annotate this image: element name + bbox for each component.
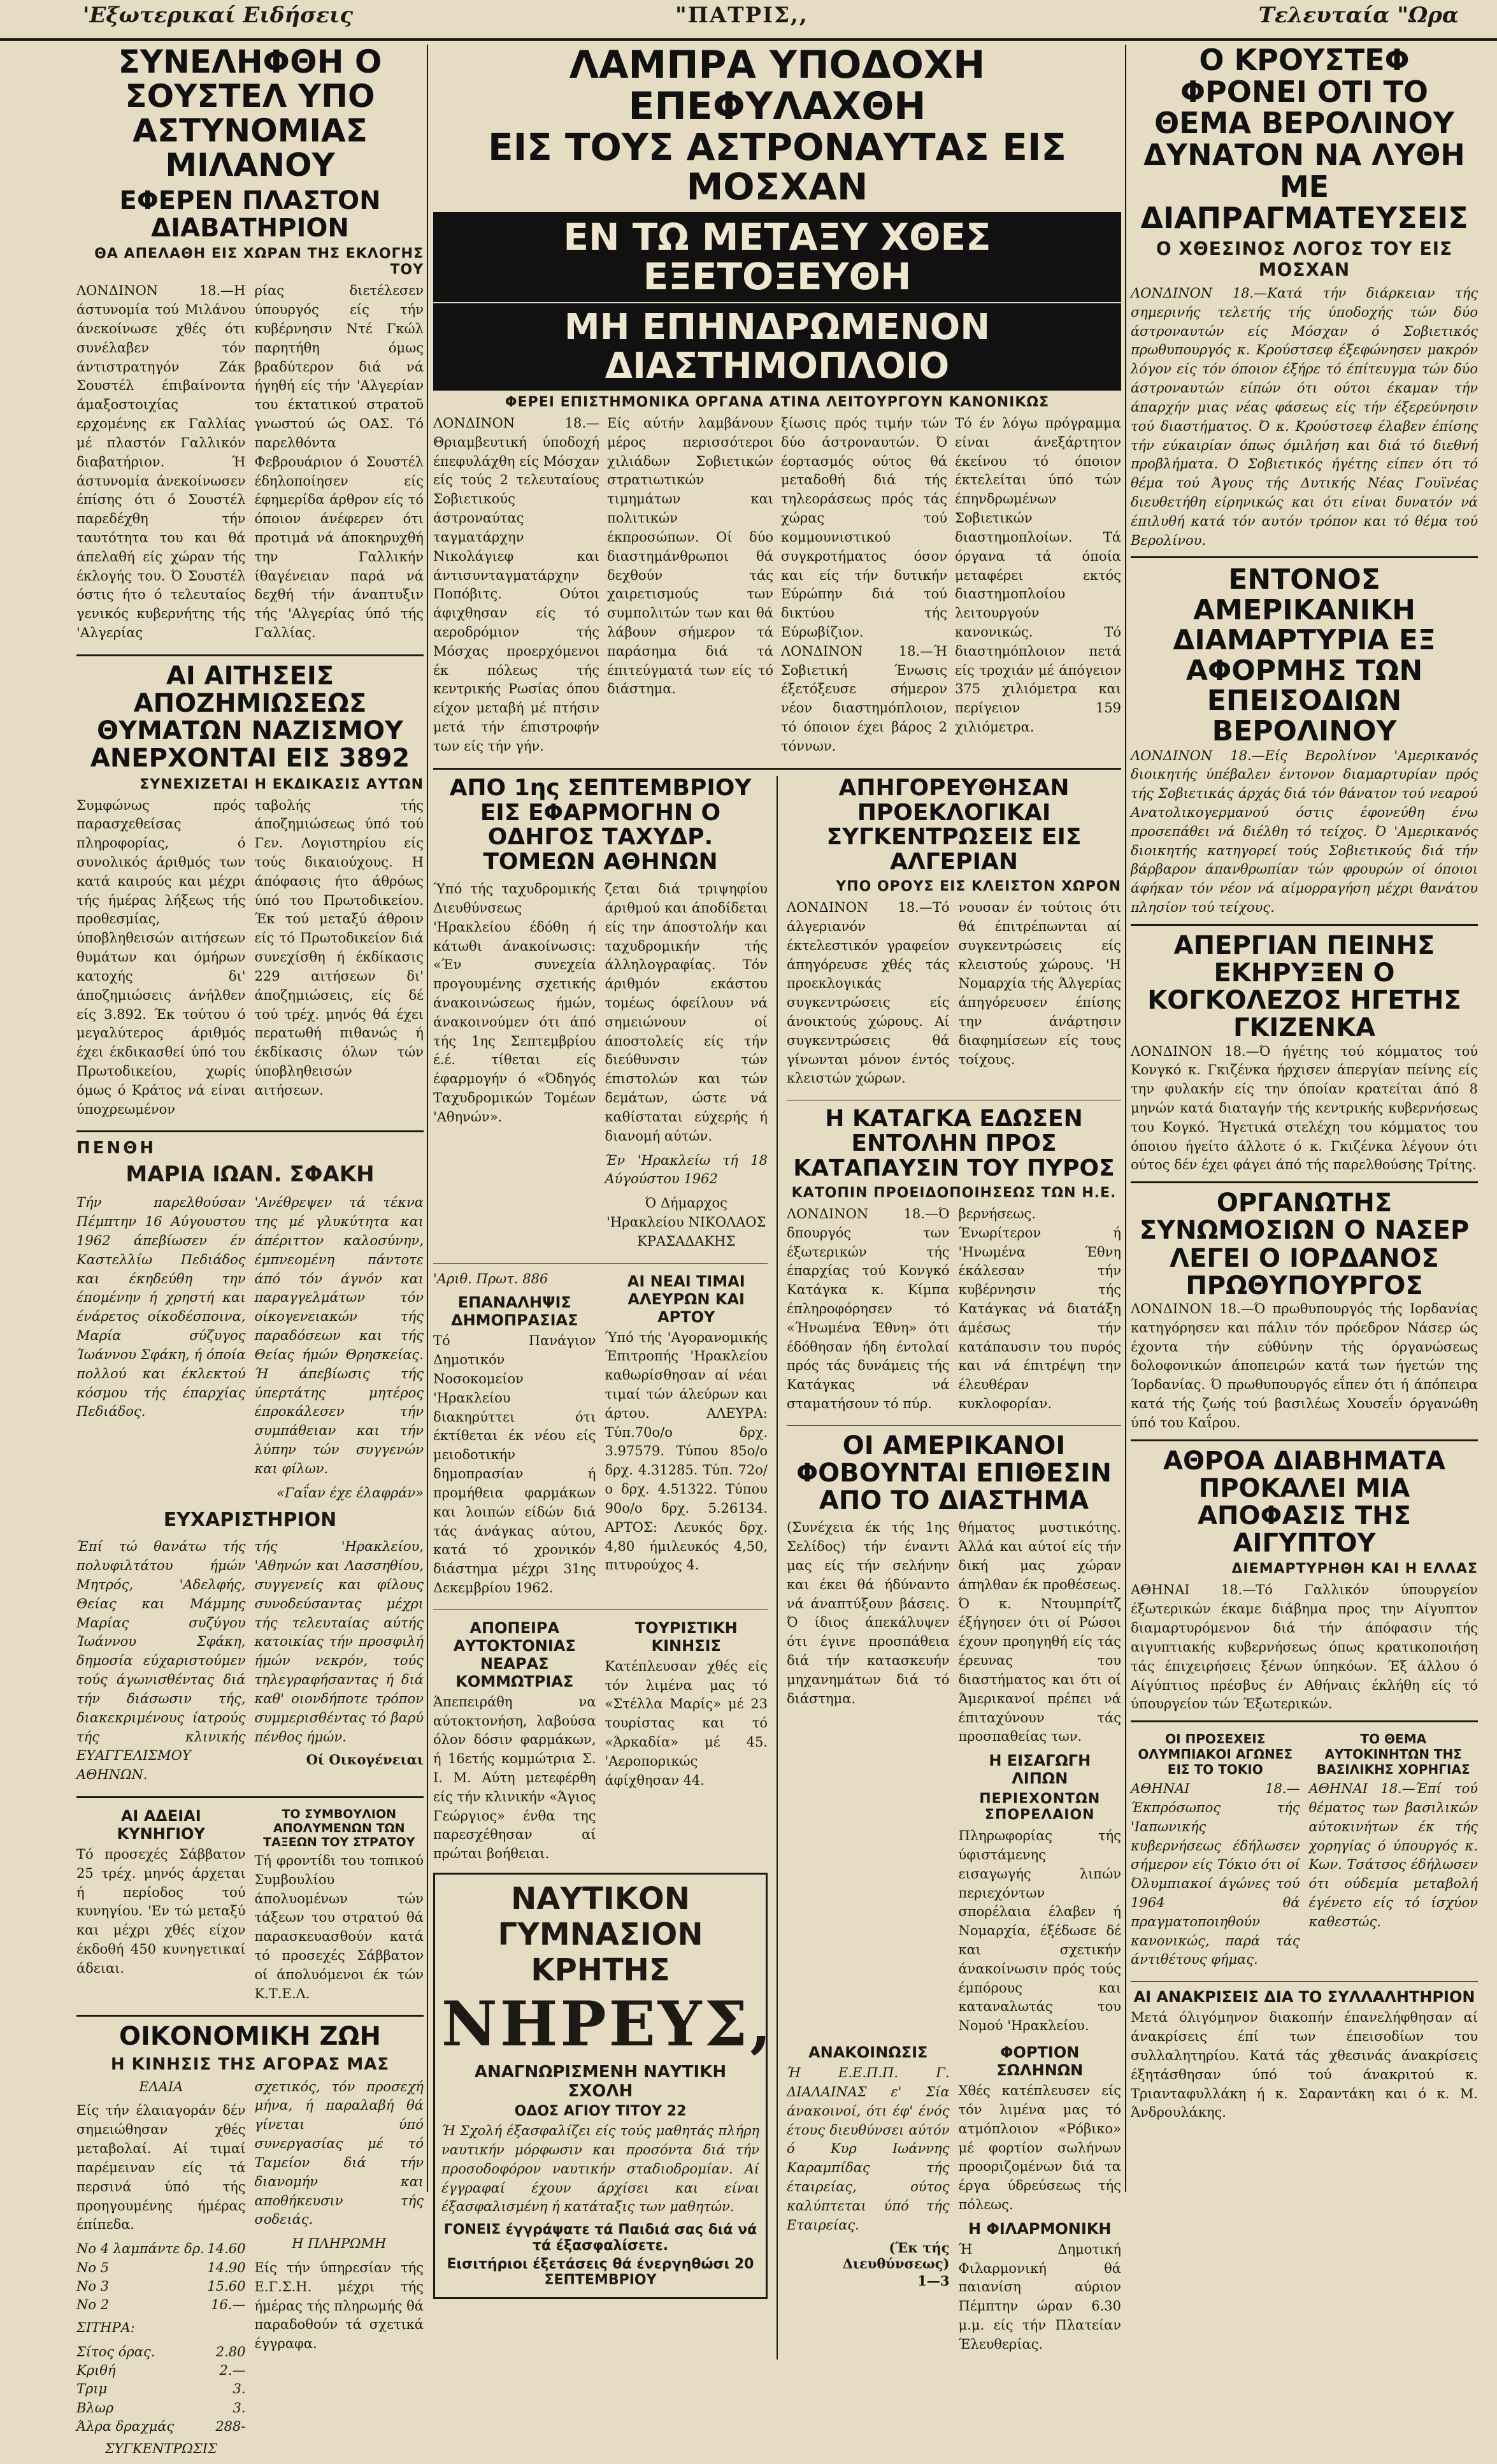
market-row xyxy=(76,2240,246,2258)
divider xyxy=(1131,1720,1478,1722)
article-text: (Συνέχεια έκ τής 1ης Σελίδος) τήν έναντι μας είς τήν σελήνην και έκει θά ήδύναντο νά άναπτύξουν βάσεις. Ό ίδιος άπεκάλυψεν ότι έγινε προσπάθεια διά τήν κατασκευήν μηχανημάτων διά τό διάστημα. xyxy=(787,1520,950,1706)
lead-subhead: ΦΕΡΕΙ ΕΠΙΣΤΗΜΟΝΙΚΑ ΟΡΓΑΝΑ ΑΤΙΝΑ ΛΕΙΤΟΥΡΓΟΥΝ ΚΑΝΟΝΙΚΩΣ xyxy=(505,394,1050,411)
brief-row xyxy=(787,2041,1121,2360)
market-row xyxy=(76,2417,246,2436)
brief-row xyxy=(76,1805,424,2009)
article-subhead: ΚΑΤΟΠΙΝ ΠΡΟΕΙΔΟΠΟΙΗΣΕΩΣ ΤΩΝ Η.Ε. xyxy=(791,1185,1117,1201)
article-body xyxy=(787,898,1121,1093)
article-headline: ΟΙ ΑΜΕΡΙΚΑΝΟΙ ΦΟΒΟΥΝΤΑΙ ΕΠΙΘΕΣΙΝ ΑΠΟ ΤΟ ΔΙΑΣΤΗΜΑ xyxy=(796,1430,1112,1516)
advert-footer: ΓΟΝΕΙΣ έγγράψατε τά Παιδιά σας διά νά τά έξασφαλίσετε. xyxy=(443,2222,757,2254)
article-text: βερνήσεως. Ένωρίτερον ή 'Ηνωμένα Έθνη έκάλεσαν τήν κυβέρνησιν τής Κατάγκας νά διατάξη άμέσως τήν κατάπαυσιν του πυρός και νά έπιτρέψη την έλευθέραν κυκλοφορίαν. xyxy=(958,1206,1121,1412)
brief-text: Χθές κατέπλευσεν είς τόν λιμένα μας τό ατμόπλοιον «Ρόβικο» μέ φορτίον σωλήνων προοριζομένων διά τα έργα ύδρεύσεως τής πόλεως. xyxy=(958,2083,1121,2212)
market-row xyxy=(76,2277,246,2296)
article-text: ΑΘΗΝΑΙ 18.—Τό Γαλλικόν ύπουργείον έξωτερικών έκαμε διάβημα προς την Αίγυπτον διαμαρτυρόμενον διά τήν άπόφασιν τής αιγυπτιακής κυβερνήσεως όπως κρατικοποιήση τάς έπιχειρήσεις ξένων ύπηκόων. Έξ άλλου ό Αίγύπτιος πρέσβυς έν Αθήναις έκλήθη είς τό ύπουργείον τών Έξωτερικών. xyxy=(1131,1582,1478,1712)
market-row xyxy=(76,2343,246,2361)
lead-text: Είς αύτήν λαμβάνουν μέρος περισσότεροι χιλιάδων Σοβιετικών στρατιωτικών τιμημάτων και πολιτικών έκπροσώπων. Οί δύο διαστημάνθρωποι θά δεχθούν τάς χαιρετισμούς των συμπολιτών των και θά λάβουν σήμερον τά παράσημα διά τά έπιτεύγματά των είς τό διάστημα. xyxy=(607,415,773,697)
article-text: ΛΟΝΔΙΝΟΝ 18.—Ό ήγέτης τού κόμματος τού Κονγκό κ. Γκιζένκα ήρχισεν άπεργίαν πείνης είς την φυλακήν είς την όποίαν κρατείται άπό 8 μηνών κατά διαταγήν τής κεντρικής κυβερνήσεως του Κογκό. Ήγετικά στελέχη του κόμματος του όποιου ήγείτο άλλοτε ό κ. Γκιζένκα λέγουν ότι ούτος δέν έχει φάγει άπό τής παρελθούσης Τρίτης. xyxy=(1131,1043,1478,1173)
brief-headline: Η ΦΙΛΑΡΜΟΝΙΚΗ xyxy=(968,2219,1112,2238)
thanks-body xyxy=(76,1538,424,1790)
article-body xyxy=(76,796,424,1125)
brief-text: Μετά όλιγόμηνον διακοπήν έπανελήφθησαν αί άνακρίσεις έπί των έπεισοδίων του συλλαλητηρίου. Κατά τάς χθεσινάς άνακρίσεις έξητάσθησαν ύπό τού άνακριτού κ. Τριανταφυλλάκη ή κ. Σαραντάκη και ό κ. Μ. Άνδρουλάκης. xyxy=(1131,2010,1478,2121)
article-body xyxy=(787,1205,1121,1419)
market-value: 14.60 xyxy=(207,2241,246,2257)
brief-text: Πληρωφορίας τής ύφιστάμενης εισαγωγής λιπών περιεχόντων σπορέλαια έλαβεν ή Νομαρχία, έξέδωσε δέ και σχετικήν άνακοίνωσιν πρός τούς έμπόρους και καταναλωτάς του Νομού 'Ηρακλείου. xyxy=(958,1828,1121,2034)
brief-text: Τό Πανάγιον Δημοτικόν Νοσοκομείον 'Ηρακλείου διακηρύττει ότι έκτίθεται έκ νέου είς μειοδοτικήν δημοπρασίαν ή προμήθεια φαρμάκων και λοιπών είδών διά τάς άνάγκας αύτου, κατά τό χρονικόν διάστημα μέχρι 31ης Δεκεμβρίου 1962. xyxy=(433,1333,596,1596)
market-label: Βλωρ xyxy=(76,2400,114,2416)
lead-headline: ΛΑΜΠΡΑ ΥΠΟΔΟΧΗ ΕΠΕΦΥΛΑΧΘΗ xyxy=(569,43,985,129)
notice-label: 'Αριθ. Πρωτ. 886 xyxy=(433,1271,548,1286)
masthead-section-right: Τελευταία "Ωρα xyxy=(1258,3,1459,28)
advert-text: Ή Σχολή έξασφαλίζει είς τούς μαθητάς πλήρη ναυτικήν μόρφωσιν και προσόντα διά τήν προσοδοφόρον ναυτικήν σταδιοδρομίαν. Αί έγγραφαί έχουν άρχίσει και είναι έξασφαλισμένη ή κατάταξις των μαθητών. xyxy=(441,2123,759,2215)
article-text: ΛΟΝΔΙΝΟΝ 18.—Ό πρωθυπουργός τής Ιορδανίας κατηγόρησεν και πάλιν τόν πρόεδρον Νάσερ ώς έχοντα τήν εύθύνην τής όργανώσεως δολοφονικών άποπειρών κατά των ήγετών της Ίορδανίας. Ό πρωθυπουργός εΐπεν ότι ή άπόπειρα κατά τής ζωής τού βασιλέως Χουσεΐν όργανώθη ύπό του Καΐρου. xyxy=(1131,1301,1478,1430)
obituary-name: ΜΑΡΙΑ ΙΩΑΝ. ΣΦΑΚΗ xyxy=(125,1162,375,1188)
market-label: Νο 2 xyxy=(76,2297,110,2313)
center-lower xyxy=(433,776,1121,2360)
article-body xyxy=(787,1518,1121,2041)
divider xyxy=(1131,1981,1478,1982)
article-headline-secondary: ΕΦΕΡΕΝ ΠΛΑΣΤΟΝ ΔΙΑΒΑΤΗΡΙΟΝ xyxy=(119,186,381,243)
brief-headline: ΑΝΑΚΟΙΝΩΣΙΣ xyxy=(808,2043,928,2062)
divider xyxy=(76,1130,424,1132)
article-text: ΛΟΝΔΙΝΟΝ 18.—Κατά τήν διάρκειαν τής σημερινής τελετής τής ύποδοχής τών δύο άστροναυτών είς Μόσχαν ό Σοβιετικός πρωθυπουργός κ. Κρούστσεφ έξεφώνησεν μακρόν λόγον είς τόν όποιον έξήρε τό έπίτευγμα τών δύο άστροναυτών είπών ότι ούτοι έκαμαν τήν άπαρχήν μιας νέας φάσεως είς τήν έξερεύνησιν τού διαστήματος. Ό κ. Κρούστσεφ έλαβεν έπίσης τήν εύκαιρίαν όπως όμιλήση και διά τό διεθνή προβλήματα. Ό Σοβιετικός ήγέτης είπεν ότι τό θέμα τού Άγους τής Δυτικής Νέας Γουϊνέας διευθετήθη είρηνικώς και ότι είναι δυνατόν νά έπιλυθή κατά τόν αυτόν τρόπον και τό θέμα τού Βερολίνου. xyxy=(1131,285,1478,548)
article-headline: ΟΡΓΑΝΩΤΗΣ ΣΥΝΩΜΟΣΙΩΝ Ο ΝΑΣΕΡ ΛΕΓΕΙ Ο ΙΟΡΔΑΝΟΣ ΠΡΩΘΥΠΟΥΡΓΟΣ xyxy=(1139,1188,1470,1300)
article-subhead: ΣΥΝΕΧΙΖΕΤΑΙ Η ΕΚΔΙΚΑΣΙΣ ΑΥΤΩΝ xyxy=(140,776,424,793)
section-headline: ΟΙΚΟΝΟΜΙΚΗ ΖΩΗ xyxy=(119,2022,381,2052)
lead-headline-inverse: ΜΗ ΕΠΗΝΔΡΩΜΕΝΟΝ ΔΙΑΣΤΗΜΟΠΛΟΙΟ xyxy=(433,302,1121,391)
brief-text: Τό προσεχές Σάββατον 25 τρέχ. μηνός άρχεται ή περίοδος τού κυνηγίου. 'Εν τώ μεταξύ και μέχρι χθές είχον έκδοθή 450 κυνηγετικαί άδειαι. xyxy=(76,1846,246,1976)
market-label: Νο 4 λαμπάντε δρ. xyxy=(76,2241,204,2257)
article-headline: ΕΝΤΟΝΟΣ ΑΜΕΡΙΚΑΝΙΚΗ ΔΙΑΜΑΡΤΥΡΙΑ ΕΞ ΑΦΟΡΜΗΣ ΤΩΝ ΕΠΕΙΣΟΔΙΩΝ ΒΕΡΟΛΙΝΟΥ xyxy=(1173,563,1436,747)
article-text: Συμφώνως πρός παρασχεθείσας πληροφορίας, ό συνολικός άριθμός των κατά καιρούς και μέχρι τής ήμέρας λήξεως τής προθεσμίας, ύποβληθεισών αιτήσεων θυμάτων και όμήρων κατοχής δι' άποζημιώσεις άνήλθεν είς 3.892. Έκ τούτου ό μεγαλύτερος άριθμός έχει έκδικασθεί ύπό του Πρωτοδικείου, χωρίς όμως ό Κράτος νά είναι ύποχρεωμένον xyxy=(76,797,246,1117)
obituary-closing: «Γαΐαν έχε έλαφράν» xyxy=(276,1485,424,1501)
divider xyxy=(1131,556,1478,558)
market-row xyxy=(76,2259,246,2277)
article-text: ΛΟΝΔΙΝΟΝ 18.—Η άστυνομία τού Μιλάνου άνεκοίνωσε χθές ότι συνέλαβεν τόν άντιστρατηγόν Ζάκ Σουστέλ έπιβαίνοντα άμαξοστοιχίας ερχομένης εκ Γαλλίας μέ πλαστόν Γαλλικόν διαβατήριον. Ή άστυνομία άνεκοίνωσεν έπίσης ότι ό Σουστέλ παρεδέχθη τήν ταυτότητα του και θά άπελαθή είς χώραν τής έκλογής του. Ό Σουστέλ όστις ήτο ό τελευταίος γενικός κυβερνήτης τής 'Αλγερίας xyxy=(76,283,246,640)
column-rule xyxy=(777,776,778,2360)
brief-headline: ΕΠΑΝΑΛΗΨΙΣ ΔΗΜΟΠΡΑΣΙΑΣ xyxy=(451,1293,578,1330)
market-row xyxy=(76,2380,246,2398)
brief-headline: ΑΠΟΠΕΙΡΑ ΑΥΤΟΚΤΟΝΙΑΣ ΝΕΑΡΑΣ ΚΟΜΜΩΤΡΙΑΣ xyxy=(453,1618,576,1690)
market-section: ΣΙΤΗΡΑ: xyxy=(76,2319,135,2335)
obituary-kicker: ΠΕΝΘΗ xyxy=(76,1139,157,1158)
divider xyxy=(76,1796,424,1798)
market-value: 14.90 xyxy=(207,2259,246,2275)
market-text: σχετικός, τόν προσεχή μήνα, ή παραλαβή θά γίνεται ύπό συνεργασίας μέ τό Ταμείον διά τήν διανομήν και αποθήκευσιν τής σοδειάς. xyxy=(254,2079,424,2228)
brief-text: Άπεπειράθη να αύτοκτονήση, λαβούσα όλον δόσιν φαρμάκων, ή 16ετής κομμώτρια Σ. Ι. Μ. Αύτη μετεφέρθη είς τήν κλινικήν «Άγιος Γεώργιος» ένθα της παρεσχέθησαν αί πρώται βοήθειαι. xyxy=(433,1694,596,1862)
divider xyxy=(787,1425,1121,1426)
article-subhead: ΔΙΕΜΑΡΤΥΡΗΘΗ ΚΑΙ Η ΕΛΛΑΣ xyxy=(1231,1561,1478,1578)
section-subhead: Η ΚΙΝΗΣΙΣ ΤΗΣ ΑΓΟΡΑΣ ΜΑΣ xyxy=(110,2054,390,2074)
article-body xyxy=(433,880,768,1256)
brief-text: Ή Ε.Ε.Π.Π. Γ. ΔΙΑΛΑΙΝΑΣ ε' Σία άνακοινοί, ότι έφ' ένός έτους διευθύνσει αύτόν ό Κυρ Ιωάννης Καραμπίδας τής έταιρείας, ούτος καλύπτεται ύπό τής Εταιρείας. xyxy=(787,2065,950,2233)
advert-headline: ΝΑΥΤΙΚΟΝ ΓΥΜΝΑΣΙΟΝ ΚΡΗΤΗΣ xyxy=(498,1881,703,1989)
market-label: Σίτος όρας. xyxy=(76,2344,155,2360)
divider xyxy=(1131,1439,1478,1441)
brief-row xyxy=(1131,1729,1478,1975)
column-rule-1 xyxy=(427,45,428,2192)
article-subhead: Ο ΧΘΕΣΙΝΟΣ ΛΟΓΟΣ ΤΟΥ ΕΙΣ ΜΟΣΧΑΝ xyxy=(1156,238,1453,281)
market-section: ΕΛΑΙΑ xyxy=(139,2079,183,2094)
brief-headline: ΑΙ ΝΕΑΙ ΤΙΜΑΙ ΑΛΕΥΡΩΝ ΚΑΙ ΑΡΤΟΥ xyxy=(627,1272,745,1326)
thanks-text: Έπί τώ θανάτω τής πολυφιλτάτου ήμών Μητρός, 'Αδελφής, Θείας και Μάμμης Μαρίας συζύγου Ίωάννου Σφάκη, δημοσία εύχαριστούμεν τούς άγωνισθέντας διά τήν διάσωσιν τής, διακεκριμένους ίατρούς τής κλινικής ΕΥΑΓΓΕΛΙΣΜΟΥ ΑΘΗΝΩΝ. xyxy=(76,1539,246,1783)
lead-text: Τό έν λόγω πρόγραμμα είναι άνεξάρτητον έκείνου τό όποιον έκτελείται ύπό τών έπηνδρωμένων Σοβιετικών διαστημοπλοίων. Τά όργανα τά όποία μεταφέρει εκτός διαστημοπλοίου λειτουργούν κανονικώς. Τό διαστημόπλοιον πετά είς τροχιάν μέ άπόγειον 375 χιλιόμετρα και περίγειον 159 χιλιόμετρα. xyxy=(955,415,1121,735)
center-column xyxy=(433,43,1121,2352)
article-text: Ύπό τής ταχυδρομικής Διευθύνσεως 'Ηρακλείου έδόθη ή κάτωθι άνακοίνωσις: «Έν συνεχεία προγουμένης σχετικής άνακοινώσεως ήμών, άνακοινούμεν ότι άπό τής 1ης Σεπτεμβρίου έ.έ. τίθεται είς έφαρμογήν ό «Όδηγός Ταχυδρομικών Τομέων 'Αθηνών». xyxy=(433,881,596,1125)
market-label: Νο 3 xyxy=(76,2278,110,2294)
market-value: 2.80 xyxy=(215,2344,246,2360)
brief-row xyxy=(433,1617,768,1869)
divider xyxy=(76,654,424,656)
brief-subhead: ΠΕΡΙΕΧΟΝΤΩΝ ΣΠΟΡΕΛΑΙΟΝ xyxy=(979,1791,1101,1824)
market-label: Νο 5 xyxy=(76,2259,110,2275)
advert-subhead: ΑΝΑΓΝΩΡΙΣΜΕΝΗ ΝΑΥΤΙΚΗ ΣΧΟΛΗ xyxy=(474,2063,727,2101)
brief-text: Κατέπλευσαν χθές είς τόν λιμένα μας τό «Στέλλα Μαρίς» μέ 23 τουρίστας και τό «Άρκαδία» μέ 45. 'Αεροπορικώς άφίχθησαν 44. xyxy=(605,1658,768,1788)
lead-body xyxy=(433,414,1121,761)
brief-text: Ύπό τής 'Αγορανομικής Έπιτροπής 'Ηρακλείου καθωρίσθησαν αί νέαι τιμαί τών άλεύρων και άρτου. ΑΛΕΥΡΑ: Τύπ.70ο/ο δρχ. 3.97579. Τύπου 85ο/ο δρχ. 4.31285. Τύπ. 72ο/ο δρχ. 4.51322. Τύπου 90ο/ο δρχ. 5.26134. ΑΡΤΟΣ: Λευκός δρχ. 4,80 ήμιλευκός 4,50, πιτυρούχος 4. xyxy=(605,1329,768,1573)
right-column xyxy=(1131,45,1478,2192)
market-value: 288- xyxy=(215,2419,246,2435)
article-headline: ΑΠΕΡΓΙΑΝ ΠΕΙΝΗΣ ΕΚΗΡΥΞΕΝ Ο ΚΟΓΚΟΛΕΖΟΣ ΗΓΕΤΗΣ ΓΚΙΖΕΝΚΑ xyxy=(1147,930,1461,1043)
article-text: θήματος μυστικότης. Άλλά και αύτοί είς τήν δική μας χώραν άπηλθαν έκ προθέσεως. Ό κ. Ντουμπρίτζ έξήγησεν ότι οί Ρώσοι έχουν προηγηθή είς τάς έρευνας του διαστήματος και ότι οί Άμερικανοί πρέπει νά έπιταχύνουν τάς προσπαθείας των. xyxy=(958,1520,1121,1745)
divider xyxy=(1131,924,1478,926)
article-headline: Η ΚΑΤΑΓΚΑ ΕΔΩΣΕΝ ΕΝΤΟΛΗΝ ΠΡΟΣ ΚΑΤΑΠΑΥΣΙΝ ΤΟΥ ΠΥΡΟΣ xyxy=(793,1106,1115,1182)
brief-text: Τή φροντίδι του τοπικού Συμβουλίου άπολυομένων τών τάξεων του στρατού θά παρασκευασθούν κατά τό προσεχές Σάββατον οί άπολυόμενοι έκ τών Κ.Τ.Ε.Λ. xyxy=(254,1852,424,2001)
article-text: ζεται διά τριψηφίου άριθμού και άποδίδεται είς την άποστολήν και ταχυδρομικήν τής άλληλογραφίας. Τόν άριθμόν εκάστου τομέως όφείλουν νά σημειώνουν οί άποστολείς είς τήν διεύθυνσιν τών έπιστολών και τών δεμάτων, ώστε νά καθίσταται εύχερής ή διανομή αύτών. xyxy=(605,881,768,1144)
market-row xyxy=(76,2296,246,2314)
brief-headline: ΦΟΡΤΙΟΝ ΣΩΛΗΝΩΝ xyxy=(996,2043,1084,2080)
market-value: 3. xyxy=(233,2400,246,2416)
brief-text: ΑΘΗΝΑΙ 18.—Έπί τού θέματος των βασιλικών αύτοκινήτων έκ τής χορηγίας ό ύπουργός κ. Κων. Τσάτσος έδήλωσεν ότι ούδεμία μεταβολή έγένετο είς τό ίσχύον καθεστώς. xyxy=(1308,1781,1478,1929)
brief-headline: ΑΙ ΑΝΑΚΡΙΣΕΙΣ ΔΙΑ ΤΟ ΣΥΛΛΑΛΗΤΗΡΙΟΝ xyxy=(1133,1988,1475,2007)
market-label: Κριθή xyxy=(76,2362,116,2378)
article-subhead: ΥΠΟ ΟΡΟΥΣ ΕΙΣ ΚΛΕΙΣΤΟΝ ΧΩΡΟΝ xyxy=(836,879,1121,895)
divider xyxy=(433,768,1121,770)
article-body xyxy=(76,282,424,647)
article-headline: ΑΙ ΑΙΤΗΣΕΙΣ ΑΠΟΖΗΜΙΩΣΕΩΣ ΘΥΜΑΤΩΝ ΝΑΖΙΣΜΟΥ ΑΝΕΡΧΟΝΤΑΙ ΕΙΣ 3892 xyxy=(90,661,410,774)
article-headline: ΣΥΝΕΛΗΦΘΗ Ο ΣΟΥΣΤΕΛ ΥΠΟ ΑΣΤΥΝΟΜΙΑΣ ΜΙΛΑΝΟΥ xyxy=(118,43,382,184)
article-headline: ΑΠΟ 1ης ΣΕΠΤΕΜΒΡΙΟΥ ΕΙΣ ΕΦΑΡΜΟΓΗΝ Ο ΟΔΗΓΟΣ ΤΑΧΥΔΡ. ΤΟΜΕΩΝ ΑΘΗΝΩΝ xyxy=(449,774,752,875)
brief-text: ΑΘΗΝΑΙ 18.—Έκπρόσωπος τής 'Ιαπωνικής κυβερνήσεως έδήλωσεν σήμερον είς Τόκιο ότι οί Όλυμπιακοί άγώνες τού 1964 θά πραγματοποιηθούν κανονικώς, παρά τάς άντιθέτους φήμας. xyxy=(1131,1781,1300,1968)
brief-row xyxy=(433,1270,768,1603)
obituary-text: Τήν παρελθούσαν Πέμπτην 16 Αύγουστου 1962 άπεβίωσεν έν Καστελλίω Πεδιάδος και έκηδεύθη την έπομένην ή χρηστή και ένάρετος οίκοδέσποινα, Μαρία σύζυγος Ίωάννου Σφάκη, ή όποία πολλού και έκλεκτού κόσμου τής έπαρχίας Πεδιάδος. xyxy=(76,1195,246,1420)
lead-headline: ΕΙΣ ΤΟΥΣ ΑΣΤΡΟΝΑΥΤΑΣ ΕΙΣ ΜΟΣΧΑΝ xyxy=(487,125,1067,209)
brief-text: Ή Δημοτική Φιλαρμονική θά παιανίση αύριον Πέμπτην ώραν 6.30 μ.μ. είς τήν Πλατείαν Έλευθερίας. xyxy=(958,2241,1121,2352)
obituary-body xyxy=(76,1193,424,1508)
market-row xyxy=(76,2399,246,2417)
advert-address: ΟΔΟΣ ΑΓΙΟΥ ΤΙΤΟΥ 22 xyxy=(514,2103,687,2120)
lead-headline-inverse: ΕΝ ΤΩ ΜΕΤΑΞΥ ΧΘΕΣ ΕΞΕΤΟΞΕΥΘΗ xyxy=(433,212,1121,302)
center-lower-left xyxy=(433,774,774,2360)
brief-signature: (Έκ τής Διευθύνσεως) xyxy=(842,2240,950,2272)
brief-page: 1—3 xyxy=(917,2273,950,2289)
column-rule-2 xyxy=(1125,45,1126,2192)
market-label: Άλρα δραχμάς xyxy=(76,2419,175,2435)
article-text: ΛΟΝΔΙΝΟΝ 18.—Είς Βερολίνον 'Αμερικανός διοικητής ύπέβαλεν έντονον διαμαρτυρίαν πρός τής Σοβιετικάς άρχάς διά τόν θάνατον τού νεαρού Ανατολικογερμανού όστις έφονεύθη ένω προσεπάθει νά διέλθη τό τείχος. Ό 'Αμερικανός διοικητής κατηγορεί τούς Σοβιετικούς διά τήν βάρβαρον άπανθρωπίαν τών φρουρών οί όποιοι άφήκαν τόν νέον νά αίμορραγήση μέχρι θανάτου πλησίον τού τείχους. xyxy=(1131,747,1478,915)
divider xyxy=(1131,1181,1478,1183)
divider xyxy=(433,1263,768,1264)
brief-headline: ΑΙ ΑΔΕΙΑΙ ΚΥΝΗΓΙΟΥ xyxy=(117,1806,205,1843)
brief-headline: ΤΟΥΡΙΣΤΙΚΗ ΚΙΝΗΣΙΣ xyxy=(634,1618,738,1655)
article-headline: Ο ΚΡΟΥΣΤΕΦ ΦΡΟΝΕΙ ΟΤΙ ΤΟ ΘΕΜΑ ΒΕΡΟΛΙΝΟΥ ΔΥΝΑΤΟΝ ΝΑ ΛΥΘΗ ΜΕ ΔΙΑΠΡΑΓΜΑΤΕΥΣΕΙΣ xyxy=(1140,43,1468,236)
market-intro: Είς τήν έλαιαγοράν δέν σημειώθησαν χθές μεταβολαί. Αί τιμαί παρέμειναν είς τά περσινά ύπό τής προηγουμένης ήμέρας έπίπεδα. xyxy=(76,2103,246,2233)
masthead xyxy=(0,0,1497,41)
lead-text: ΛΟΝΔΙΝΟΝ 18.—Θριαμβευτική ύποδοχή έπεφυλάχθη είς Μόσχαν είς τούς 2 τελευταίους Σοβιετικούς άστροναύτας ταγματάρχην Νικολάγιεφ και άντισυνταγματάρχην Ποπόβιτς. Ούτοι άφιχθησαν είς τό αεροδρόμιον τής Μόσχας προερχόμενοι έκ πόλεως τής κεντρικής Ρωσίας όπου είχον μεταβή μέ πτήσιν μετά τήν έπιστροφήν των είς τήν γήν. xyxy=(433,415,599,754)
market-section: Η ΠΛΗΡΩΜΗ xyxy=(292,2236,387,2252)
article-text: ΛΟΝΔΙΝΟΝ 18.—Τό άλγεριανόν έκτελεστικόν γραφείον άπηγόρευσε χθές τάς προεκλογικάς συγκεντρώσεις είς άνοικτούς χώρους. Αί συγκεντρώσεις θά γίνωνται μόνον έντός κλειστών χώρων. xyxy=(787,900,950,1086)
article-subhead: ΘΑ ΑΠΕΛΑΘΗ ΕΙΣ ΧΩΡΑΝ ΤΗΣ ΕΚΛΟΓΗΣ ΤΟΥ xyxy=(94,246,424,278)
article-text: ταβολής τής άποζημιώσεως ύπό τού Γεν. Λογιστηρίου είς τούς δικαιούχους. Η άπόφασις ήτο άθρόως ύπό του Πρωτοδικείου. Έκ τού μεταξύ άθροιν είς τό Πρωτοδικείον διά συνεχίσθη ή έκδίκασις 229 αιτήσεων δι' άποζημιώσεις, είς δέ τού τρέχ. μηνός θά έχει περατωθή πιθανώς ή έκδίκασις όλων τών ύποβληθεισών αιτήσεων. xyxy=(254,797,424,1098)
masthead-section-left: 'Εξωτερικαί Ειδήσεις xyxy=(83,3,354,28)
thanks-title: ΕΥΧΑΡΙΣΤΗΡΙΟΝ xyxy=(163,1509,337,1532)
market-value: 2.— xyxy=(219,2362,246,2378)
masthead-title: "ΠΑΤΡΙΣ,, xyxy=(675,3,808,28)
brief-headline: Η ΕΙΣΑΓΩΓΗ ΛΙΠΩΝ xyxy=(989,1752,1091,1788)
market-section: ΣΥΓΚΕΝΤΡΩΣΙΣ xyxy=(104,2441,217,2457)
date-line: Έν 'Ηρακλείω τή 18 Αύγούστου 1962 xyxy=(605,1152,768,1187)
divider xyxy=(76,2015,424,2017)
school-advert xyxy=(433,1873,774,2299)
market-value: 16.— xyxy=(211,2297,246,2313)
brief-headline: ΤΟ ΘΕΜΑ ΑΥΤΟΚΙΝΗΤΩΝ ΤΗΣ ΒΑΣΙΛΙΚΗΣ ΧΟΡΗΓΙΑΣ xyxy=(1316,1731,1470,1778)
thanks-signature: Οί Οικογένειαι xyxy=(306,1752,424,1768)
market-label: Τριμ xyxy=(76,2381,108,2397)
market-value: 15.60 xyxy=(207,2278,246,2294)
article-headline: ΑΠΗΓΟΡΕΥΘΗΣΑΝ ΠΡΟΕΚΛΟΓΙΚΑΙ ΣΥΓΚΕΝΤΡΩΣΕΙΣ ΕΙΣ ΑΛΓΕΡΙΑΝ xyxy=(826,774,1082,875)
left-column xyxy=(76,43,424,2457)
market-body xyxy=(76,2078,424,2464)
advert-name: ΝΗΡΕΥΣ, xyxy=(441,1988,774,2061)
advert-footer: Εισιτήριοι έξετάσεις θά ένεργηθώσι 20 ΣΕΠΤΕΜΒΡΙΟΥ xyxy=(447,2256,754,2289)
market-row xyxy=(76,2361,246,2380)
market-value: 3. xyxy=(233,2381,246,2397)
center-lower-right xyxy=(787,776,1121,2360)
article-text: ΛΟΝΔΙΝΟΝ 18.—Ό δπουργός των έξωτερικών τής έπαρχίας τού Κονγκό Κατάγκα κ. Κίμπα έπληροφόρησεν τό «Ήνωμένα Έθνη» ότι έδόθησαν ήδη έντολαί πρός τάς δυνάμεις τής Κατάγκας νά σταματήσουν τό πύρ. xyxy=(787,1206,950,1412)
article-headline: ΑΘΡΟΑ ΔΙΑΒΗΜΑΤΑ ΠΡΟΚΑΛΕΙ ΜΙΑ ΑΠΟΦΑΣΙΣ ΤΗΣ ΑΙΓΥΠΤΟΥ xyxy=(1163,1446,1445,1559)
brief-headline: ΟΙ ΠΡΟΣΕΧΕΙΣ ΟΛΥΜΠΙΑΚΟΙ ΑΓΩΝΕΣ ΕΙΣ ΤΟ ΤΟΚΙΟ xyxy=(1138,1731,1293,1778)
article-text: ρίας διετέλεσεν ύπουργός είς τήν κυβέρνησιν Ντέ Γκώλ παρητήθη όμως βραδύτερον διά νά ήγηθή είς τήν 'Αλγερίαν του έκτατικού στρατοῦ γνωστού ώς ΟΑΣ. Τό παρελθόντα Φεβρουάριον ό Σουστέλ έδηλοποίησεν είς έφημερίδα άρθρον είς τό όποιον άνέφερεν ότι προτιμά νά άποκηρυχθή την Γαλλικήν ίθαγένειαν παρά νά δεχθή τήν άναπτυξιν τής 'Αλγερίας ύπό τής Γαλλίας. xyxy=(254,283,424,640)
mayor-signature: Ό Δήμαρχος 'Ηρακλείου ΝΙΚΟΛΑΟΣ ΚΡΑΣΑΔΑΚΗΣ xyxy=(606,1195,766,1249)
obituary-text: 'Ανέθρεψεν τά τέκνα της μέ γλυκύτητα και άπέριττον καλοσύνην, έμπνεομένη πάντοτε άπό τόν άγνόν και παραγγελμάτων τόν οίκογενειακών τής παραδόσεων και τής Θείας ήμών Θρησκείας. Ή άπεβίωσις τής ύπερτάτης μητέρος έπροκάλεσεν τήν συμπάθειαν και τήν λύπην τών συγγενών και φίλων. xyxy=(254,1195,424,1476)
lead-text: ξίωσις πρός τιμήν τών δύο άστροναυτών. Ό έορτασμός ούτος θά μεταδοθή διά τής τηλεοράσεως πρός τάς χώρας τού κομμουνιστικού συγκροτήματος όσον και είς τήν δυτικήν Εύρώπην διά τού δικτύου τής Εύρωβίζιον. ΛΟΝΔΙΝΟΝ 18.—Ή Σοβιετική Ένωσις έξετόξευσε σήμερον νέον διαστημόπλοιον, τό όποιον έχει βάρος 2 τόννων. xyxy=(781,415,947,754)
market-text: Είς τήν ύπηρεσίαν τής Ε.Γ.Σ.Η. μέχρι τής ήμέρας τής πληρωμής θά παραδοθούν τά σχετικά έγγραφα. xyxy=(254,2259,424,2352)
brief-headline: ΤΟ ΣΥΜΒΟΥΛΙΟΝ ΑΠΟΛΥΜΕΝΩΝ ΤΩΝ ΤΑΞΕΩΝ ΤΟΥ ΣΤΡΑΤΟΥ xyxy=(263,1806,415,1849)
article-text: νουσαν έν τούτοις ότι θά έπιτρέπωνται αί συγκεντρώσεις είς κλειστούς χώρους. 'Η Νομαρχία τής Άλγερίας άπηγόρευσεν έπίσης την άνάρτησιν διαφημίσεων είς τους τοίχους. xyxy=(958,900,1121,1067)
thanks-text: τής 'Ηρακλείου, 'Αθηνών και Λασσηθίου, συγγενείς και φίλους συνοδεύσαντας μέχρι τής τελευταίας αύτής κατοικίας τήν προσφιλή ήμών νεκρόν, τούς τηλεγραφήσαντας ή διά καθ' οιονδήποτε τρόπον συμμερισθέντας τό βαρύ πένθος ήμών. xyxy=(254,1539,424,1745)
